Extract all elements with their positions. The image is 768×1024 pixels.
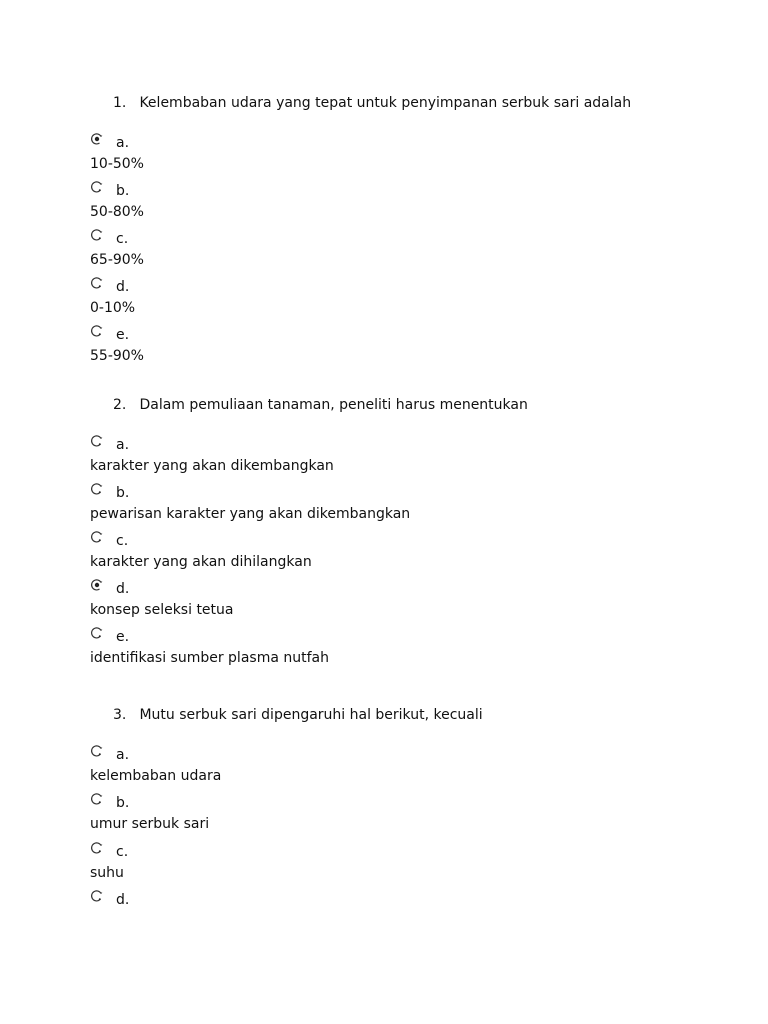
option-letter: b.: [116, 795, 130, 811]
option-letter: a.: [116, 747, 130, 763]
option-letter: d.: [116, 892, 130, 908]
option-letter: b.: [116, 485, 130, 501]
radio-icon[interactable]: [90, 792, 104, 806]
radio-selected-icon[interactable]: [90, 132, 104, 146]
radio-icon[interactable]: [90, 744, 104, 758]
option-text: umur serbuk sari: [90, 816, 210, 832]
radio-icon[interactable]: [90, 841, 104, 855]
option-text: 55-90%: [90, 348, 144, 364]
question-1-heading: [113, 95, 631, 111]
question-number: 1.: [113, 95, 127, 111]
radio-icon[interactable]: [90, 228, 104, 242]
radio-icon[interactable]: [90, 276, 104, 290]
option-text: karakter yang akan dihilangkan: [90, 554, 312, 570]
option-letter: d.: [116, 279, 130, 295]
option-letter: e.: [116, 327, 130, 343]
option-text: konsep seleksi tetua: [90, 602, 234, 618]
option-text: 65-90%: [90, 252, 144, 268]
option-letter: b.: [116, 183, 130, 199]
question-3-heading: [113, 707, 483, 723]
radio-icon[interactable]: [90, 626, 104, 640]
option-text: karakter yang akan dikembangkan: [90, 458, 334, 474]
radio-icon[interactable]: [90, 434, 104, 448]
option-text: kelembaban udara: [90, 768, 222, 784]
question-number: 3.: [113, 707, 127, 723]
option-letter: c.: [116, 844, 129, 860]
option-text: 0-10%: [90, 300, 136, 316]
option-letter: c.: [116, 533, 129, 549]
option-letter: a.: [116, 135, 130, 151]
radio-icon[interactable]: [90, 482, 104, 496]
question-number: 2.: [113, 397, 127, 413]
radio-dot: [95, 137, 99, 141]
option-text: identifikasi sumber plasma nutfah: [90, 650, 329, 666]
option-letter: c.: [116, 231, 129, 247]
question-text: Kelembaban udara yang tepat untuk penyimpanan serbuk sari adalah: [139, 95, 632, 111]
option-text: pewarisan karakter yang akan dikembangkan: [90, 506, 411, 522]
option-letter: d.: [116, 581, 130, 597]
question-text: Mutu serbuk sari dipengaruhi hal berikut, kecuali: [139, 707, 483, 723]
radio-icon[interactable]: [90, 324, 104, 338]
radio-icon[interactable]: [90, 530, 104, 544]
option-letter: e.: [116, 629, 130, 645]
question-text: Dalam pemuliaan tanaman, peneliti harus menentukan: [139, 397, 528, 413]
option-text: 50-80%: [90, 204, 144, 220]
radio-icon[interactable]: [90, 180, 104, 194]
question-2-heading: [113, 397, 528, 413]
radio-dot: [95, 583, 99, 587]
option-text: 10-50%: [90, 156, 144, 172]
option-letter: a.: [116, 437, 130, 453]
option-text: suhu: [90, 865, 124, 881]
radio-selected-icon[interactable]: [90, 578, 104, 592]
radio-icon[interactable]: [90, 889, 104, 903]
